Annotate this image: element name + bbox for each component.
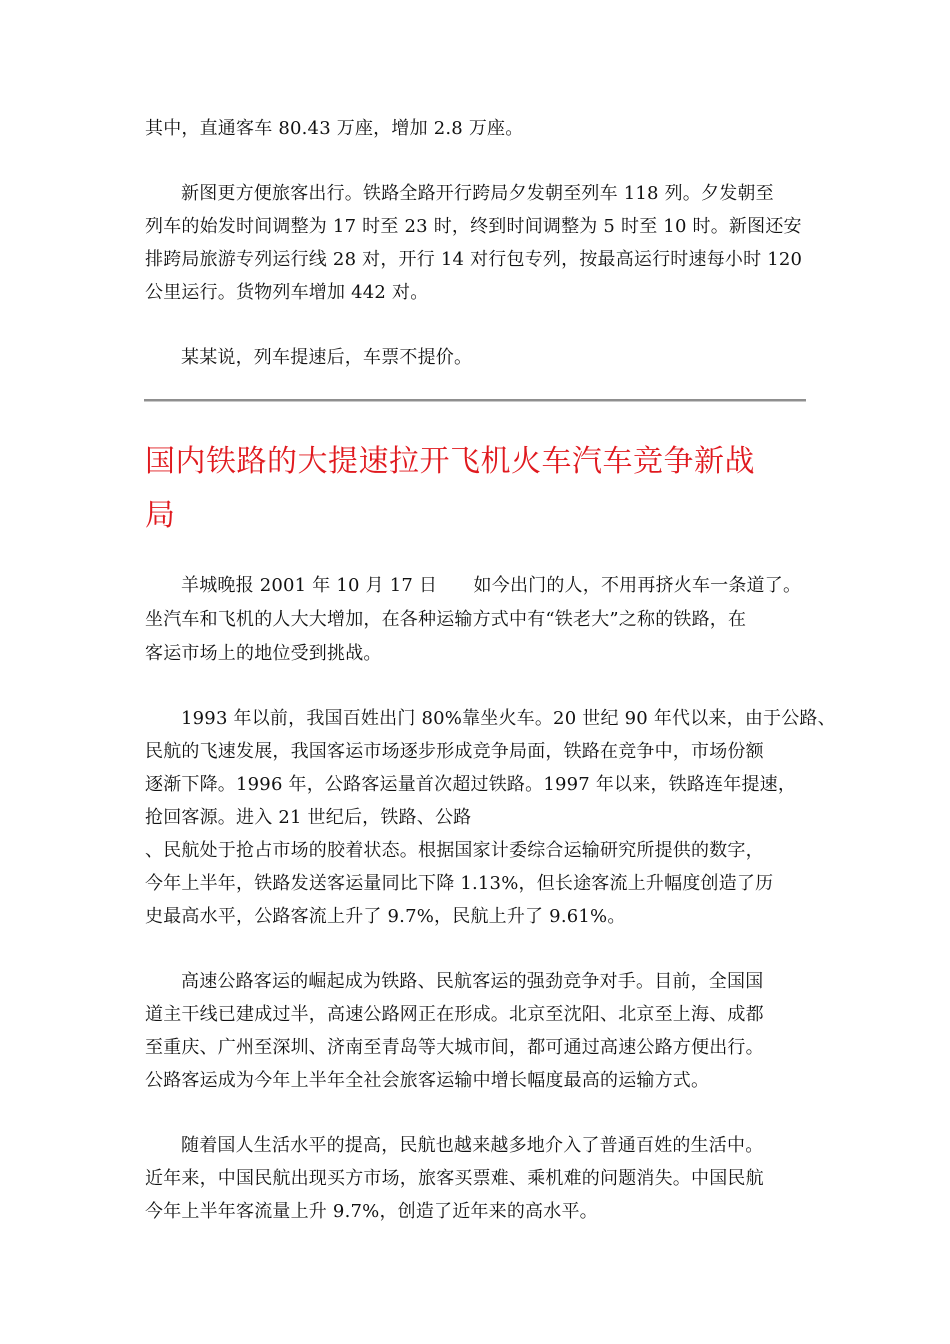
paragraph-line: 坐汽车和飞机的人大大增加，在各种运输方式中有“铁老大”之称的铁路，在 [145,609,747,630]
paragraph-line: 至重庆、广州至深圳、济南至青岛等大城市间，都可通过高速公路方便出行。 [145,1037,764,1058]
paragraph-line: 某某说，列车提速后，车票不提价。 [181,347,473,368]
paragraph-line: 列车的始发时间调整为 17 时至 23 时，终到时间调整为 5 时至 10 时。新图还安 [145,216,802,237]
paragraph-line: 其中，直通客车 80.43 万座，增加 2.8 万座。 [145,118,524,139]
article-title: 局 [145,498,176,533]
paragraph-line: 道主干线已建成过半，高速公路网正在形成。北京至沈阳、北京至上海、成都 [145,1004,764,1025]
paragraph-line: 、民航处于抢占市场的胶着状态。根据国家计委综合运输研究所提供的数字， [145,840,764,861]
paragraph-line: 1993 年以前，我国百姓出门 80%靠坐火车。20 世纪 90 年代以来，由于公路、 [181,708,836,729]
paragraph-line: 民航的飞速发展，我国客运市场逐步形成竞争局面，铁路在竞争中，市场份额 [145,741,764,762]
paragraph-line: 随着国人生活水平的提高，民航也越来越多地介入了普通百姓的生活中。 [181,1135,764,1156]
paragraph-line: 公里运行。货物列车增加 442 对。 [145,282,429,303]
paragraph-line: 近年来，中国民航出现买方市场，旅客买票难、乘机难的问题消失。中国民航 [145,1168,764,1189]
paragraph-line: 今年上半年客流量上升 9.7%，创造了近年来的高水平。 [145,1201,598,1222]
paragraph-line: 高速公路客运的崛起成为铁路、民航客运的强劲竞争对手。目前，全国国 [181,971,764,992]
paragraph-line: 客运市场上的地位受到挑战。 [145,643,382,664]
paragraph-line: 逐渐下降。1996 年，公路客运量首次超过铁路。1997 年以来，铁路连年提速， [145,774,797,795]
paragraph-line: 抢回客源。进入 21 世纪后，铁路、公路 [145,807,472,828]
horizontal-rule [144,399,806,402]
article-title: 国内铁路的大提速拉开飞机火车汽车竞争新战 [145,444,755,479]
paragraph-line: 排跨局旅游专列运行线 28 对，开行 14 对行包专列，按最高运行时速每小时 120 [145,249,803,270]
paragraph-line: 今年上半年，铁路发送客运量同比下降 1.13%，但长途客流上升幅度创造了历 [145,873,774,894]
paragraph-line: 公路客运成为今年上半年全社会旅客运输中增长幅度最高的运输方式。 [145,1070,710,1091]
paragraph-line: 史最高水平，公路客流上升了 9.7%，民航上升了 9.61%。 [145,906,626,927]
paragraph-line: 新图更方便旅客出行。铁路全路开行跨局夕发朝至列车 118 列。夕发朝至 [181,183,774,204]
paragraph-line: 羊城晚报 2001 年 10 月 17 日 如今出门的人，不用再挤火车一条道了。 [181,575,802,596]
